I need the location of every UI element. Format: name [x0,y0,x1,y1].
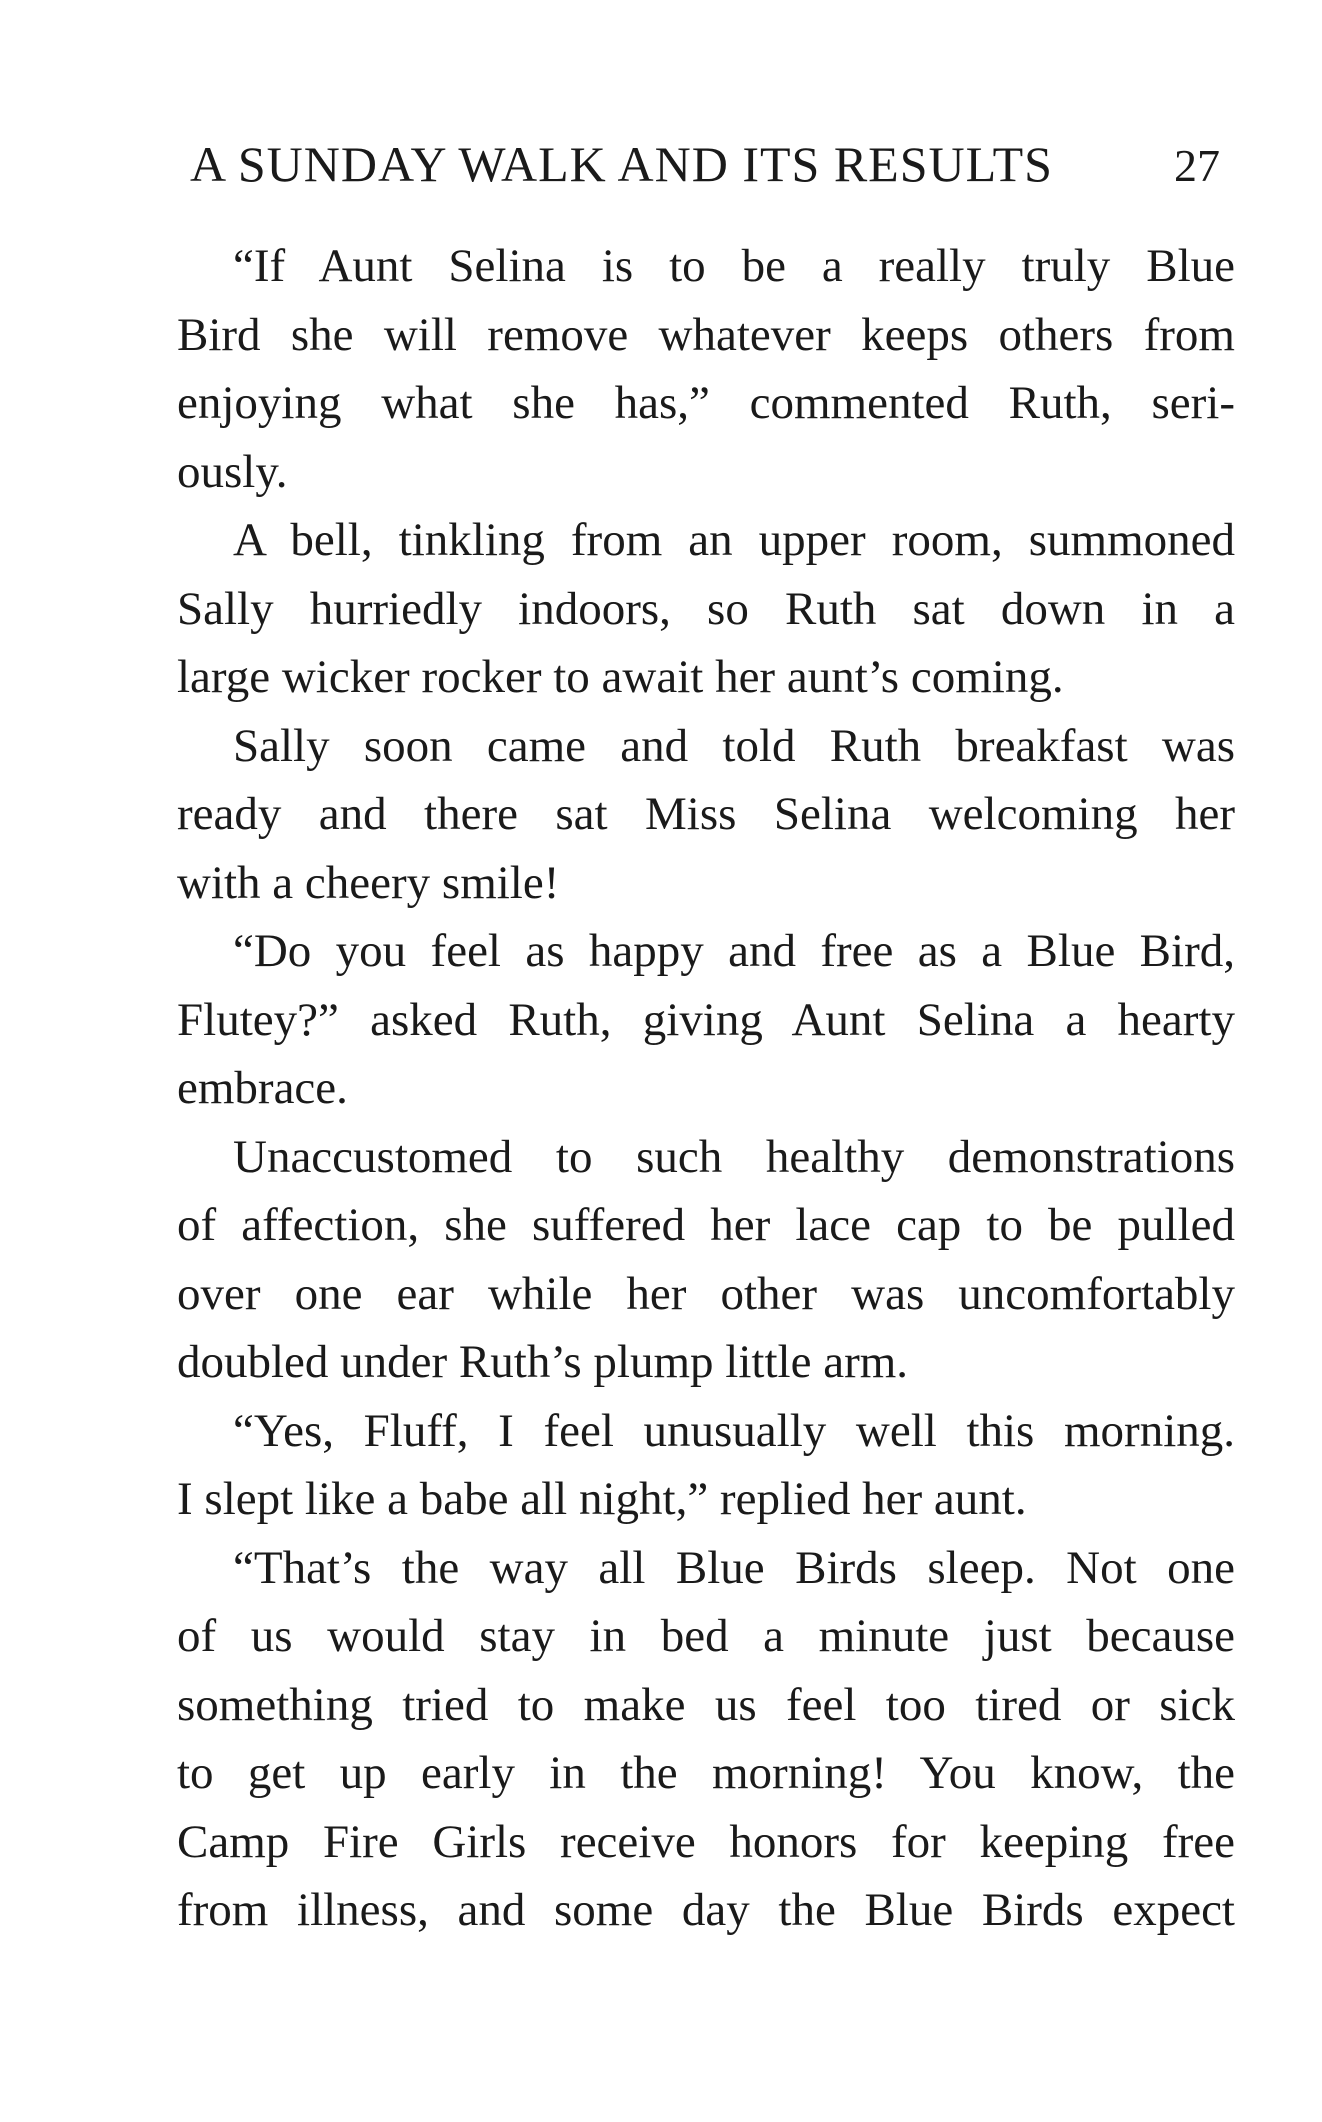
text-line: “If Aunt Selina is to be a really truly Blue [233,240,1235,292]
text-line: Camp Fire Girls receive honors for keeping free [177,1815,1235,1868]
text-line: of affection, she suffered her lace cap to be pulled [177,1199,1235,1251]
running-title: A SUNDAY WALK AND ITS RESULTS [190,136,1053,192]
text-line: with a cheery smile! [177,856,560,909]
text-line: large wicker rocker to await her aunt’s coming. [177,651,1064,703]
text-line: Unaccustomed to such healthy demonstrations [233,1130,1235,1183]
text-line: A bell, tinkling from an upper room, summoned [233,514,1235,566]
text-line: of us would stay in bed a minute just because [177,1610,1235,1662]
text-line: “That’s the way all Blue Birds sleep. Not one [233,1541,1235,1594]
text-line: ously. [177,445,288,498]
text-line: enjoying what she has,” commented Ruth, seri- [177,377,1235,429]
text-line: over one ear while her other was uncomfortably [177,1267,1235,1320]
text-line: ready and there sat Miss Selina welcoming her [177,788,1235,840]
text-line: something tried to make us feel too tired or sick [177,1678,1235,1731]
text-line: doubled under Ruth’s plump little arm. [177,1336,909,1388]
text-line: from illness, and some day the Blue Birds expect [177,1884,1235,1936]
text-line: embrace. [177,1062,348,1114]
text-line: Flutey?” asked Ruth, giving Aunt Selina a hearty [177,993,1235,1046]
page-number: 27 [1174,140,1220,191]
text-line: Sally soon came and told Ruth breakfast was [233,719,1235,772]
text-line: I slept like a babe all night,” replied her aunt. [177,1473,1027,1525]
text-line: Bird she will remove whatever keeps others from [177,308,1235,361]
running-head [190,135,1220,195]
text-line: Sally hurriedly indoors, so Ruth sat down in a [177,582,1235,635]
text-line: “Yes, Fluff, I feel unusually well this morning. [233,1404,1235,1457]
text-line: “Do you feel as happy and free as a Blue Bird, [233,925,1235,977]
text-line: to get up early in the morning! You know, the [177,1747,1235,1799]
body-text [177,232,1235,1945]
